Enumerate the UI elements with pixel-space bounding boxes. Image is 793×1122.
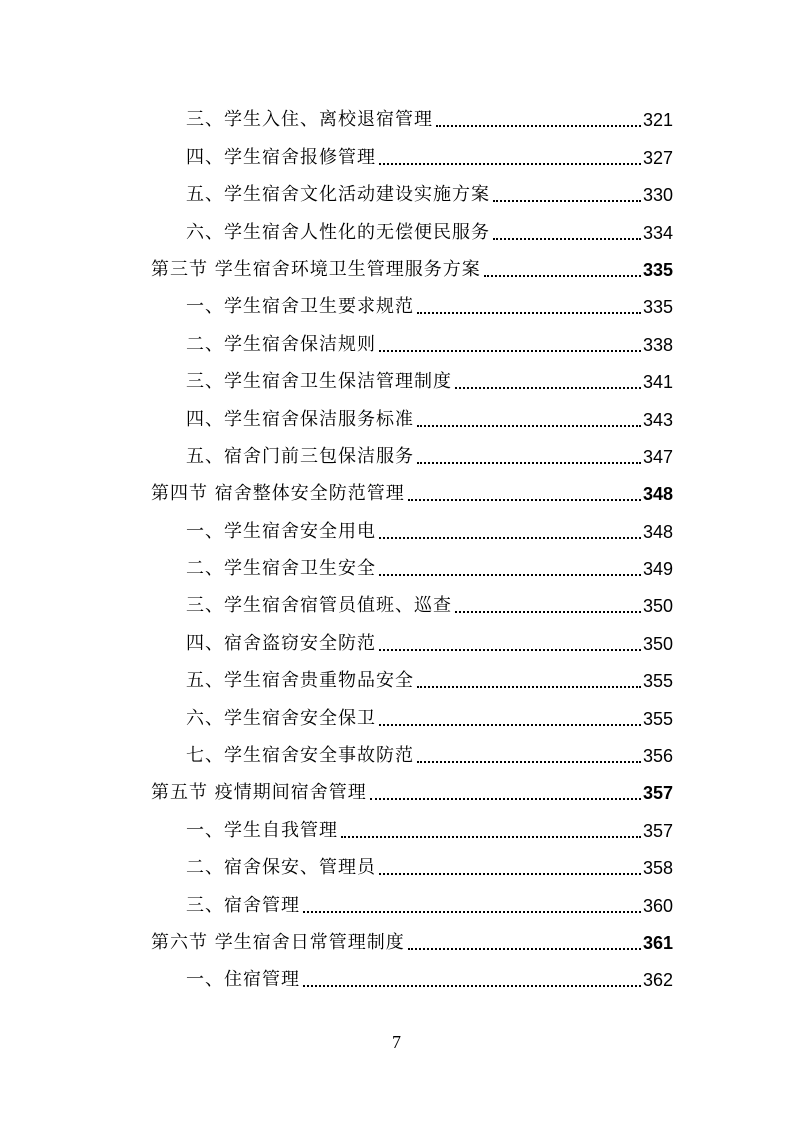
toc-entry-page: 350	[642, 596, 673, 617]
toc-entry-page: 362	[642, 970, 673, 991]
dot-leader	[370, 798, 641, 800]
toc-section-entry[interactable]	[151, 773, 673, 810]
dot-leader	[379, 724, 641, 726]
dot-leader	[417, 462, 641, 464]
toc-entry[interactable]	[151, 362, 673, 399]
toc-entry-title: 一、住宿管理	[186, 969, 300, 991]
toc-entry[interactable]	[151, 399, 673, 436]
toc-entry-title: 五、学生宿舍文化活动建设实施方案	[186, 184, 490, 206]
dot-leader	[436, 125, 641, 127]
dot-leader	[417, 425, 641, 427]
toc-entry[interactable]	[151, 623, 673, 660]
toc-entry-page: 355	[642, 708, 673, 729]
toc-entry-title: 三、宿舍管理	[186, 894, 300, 916]
toc-entry-title: 六、学生宿舍人性化的无偿便民服务	[186, 221, 490, 243]
toc-entry-title: 一、学生宿舍卫生要求规范	[186, 296, 414, 318]
dot-leader	[455, 387, 641, 389]
toc-entry-page: 343	[642, 409, 673, 430]
toc-entry[interactable]	[151, 212, 673, 249]
toc-section-page: 361	[642, 932, 673, 953]
toc-entry-page: 356	[642, 746, 673, 767]
toc-entry-page: 358	[642, 858, 673, 879]
toc-entry-title: 二、学生宿舍保洁规则	[186, 333, 376, 355]
dot-leader	[455, 611, 641, 613]
toc-entry-page: 334	[642, 222, 673, 243]
toc-entry-title: 四、学生宿舍报修管理	[186, 146, 376, 168]
toc-entry[interactable]	[151, 549, 673, 586]
toc-entry[interactable]	[151, 960, 673, 997]
toc-section-page: 335	[642, 259, 673, 280]
dot-leader	[379, 163, 641, 165]
toc-entry[interactable]	[151, 885, 673, 922]
dot-leader	[341, 836, 641, 838]
dot-leader	[303, 911, 641, 913]
toc-section-title: 第三节 学生宿舍环境卫生管理服务方案	[151, 258, 481, 280]
toc-entry[interactable]	[151, 137, 673, 174]
dot-leader	[379, 873, 641, 875]
dot-leader	[379, 350, 641, 352]
dot-leader	[379, 649, 641, 651]
toc-entry-title: 四、宿舍盗窃安全防范	[186, 632, 376, 654]
dot-leader	[379, 537, 641, 539]
toc-section-entry[interactable]	[151, 250, 673, 287]
toc-section-title: 第六节 学生宿舍日常管理制度	[151, 931, 405, 953]
dot-leader	[417, 686, 641, 688]
dot-leader	[493, 200, 641, 202]
toc-entry[interactable]	[151, 586, 673, 623]
toc-section-page: 348	[642, 484, 673, 505]
dot-leader	[303, 985, 641, 987]
toc-entry-page: 347	[642, 446, 673, 467]
toc-entry[interactable]	[151, 698, 673, 735]
toc-entry-title: 五、宿舍门前三包保洁服务	[186, 445, 414, 467]
toc-entry[interactable]	[151, 848, 673, 885]
toc-entry[interactable]	[151, 661, 673, 698]
toc-entry-title: 七、学生宿舍安全事故防范	[186, 745, 414, 767]
toc-entry[interactable]	[151, 736, 673, 773]
dot-leader	[484, 275, 641, 277]
table-of-contents	[151, 100, 673, 997]
toc-entry[interactable]	[151, 437, 673, 474]
toc-entry[interactable]	[151, 100, 673, 137]
toc-section-page: 357	[642, 783, 673, 804]
dot-leader	[379, 574, 641, 576]
toc-entry-page: 355	[642, 671, 673, 692]
page-number: 7	[392, 1032, 401, 1052]
toc-section-title: 第五节 疫情期间宿舍管理	[151, 782, 367, 804]
toc-entry-page: 348	[642, 521, 673, 542]
toc-entry-page: 338	[642, 334, 673, 355]
dot-leader	[417, 761, 641, 763]
toc-entry-page: 341	[642, 372, 673, 393]
toc-entry-title: 一、学生自我管理	[186, 819, 338, 841]
toc-entry[interactable]	[151, 287, 673, 324]
toc-entry-title: 三、学生宿舍宿管员值班、巡查	[186, 595, 452, 617]
dot-leader	[493, 238, 641, 240]
toc-entry[interactable]	[151, 175, 673, 212]
toc-entry-page: 327	[642, 147, 673, 168]
toc-entry-title: 一、学生宿舍安全用电	[186, 520, 376, 542]
toc-entry-page: 357	[642, 820, 673, 841]
toc-entry-page: 335	[642, 297, 673, 318]
dot-leader	[408, 948, 641, 950]
toc-entry-title: 三、学生宿舍卫生保洁管理制度	[186, 371, 452, 393]
toc-entry-title: 二、宿舍保安、管理员	[186, 857, 376, 879]
toc-section-entry[interactable]	[151, 474, 673, 511]
toc-entry-page: 330	[642, 185, 673, 206]
toc-entry[interactable]	[151, 324, 673, 361]
toc-entry-page: 321	[642, 110, 673, 131]
toc-entry-title: 五、学生宿舍贵重物品安全	[186, 670, 414, 692]
toc-entry-page: 349	[642, 559, 673, 580]
toc-entry-title: 三、学生入住、离校退宿管理	[186, 109, 433, 131]
toc-entry-title: 六、学生宿舍安全保卫	[186, 707, 376, 729]
toc-entry-page: 360	[642, 895, 673, 916]
toc-entry[interactable]	[151, 810, 673, 847]
toc-section-entry[interactable]	[151, 923, 673, 960]
dot-leader	[408, 499, 641, 501]
toc-entry-title: 二、学生宿舍卫生安全	[186, 558, 376, 580]
toc-entry[interactable]	[151, 511, 673, 548]
dot-leader	[417, 312, 641, 314]
toc-entry-title: 四、学生宿舍保洁服务标准	[186, 408, 414, 430]
toc-section-title: 第四节 宿舍整体安全防范管理	[151, 483, 405, 505]
toc-entry-page: 350	[642, 633, 673, 654]
